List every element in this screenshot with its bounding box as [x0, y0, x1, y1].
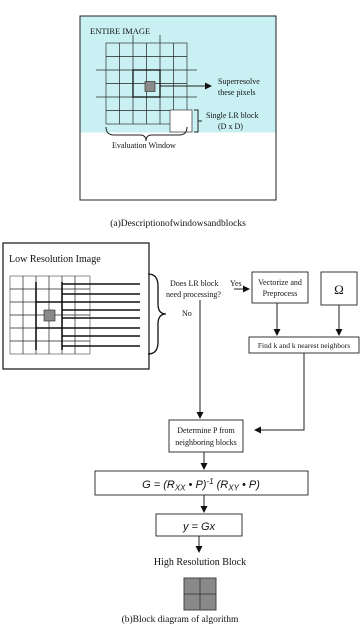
find-to-determine-arrow [255, 353, 304, 430]
question-label-2: need processing? [166, 290, 221, 299]
superresolve-label-2: these pixels [218, 88, 256, 97]
high-res-label: High Resolution Block [153, 557, 247, 568]
vectorize-box [252, 272, 308, 303]
find-knn-label: Find k and k nearest neighbors [257, 341, 351, 350]
y-formula: y = Gx [182, 521, 216, 533]
high-res-block-icon [184, 578, 216, 610]
lr-block-label-1: Single LR block [206, 111, 259, 120]
determine-label-2: neighboring blocks [175, 438, 237, 447]
caption-b: (b)Block diagram of algorithm [121, 615, 239, 625]
evaluation-window-label: Evaluation Window [112, 141, 176, 150]
no-label: No [182, 309, 192, 318]
lr-block-brace [148, 274, 166, 354]
vectorize-label-1: Vectorize and [258, 278, 302, 287]
determine-label-1: Determine P from [177, 426, 235, 435]
g-formula: $G = (R_{XX}$ • P)$^{-1}$ ($R_{XY}$ • P) [142, 477, 260, 493]
entire-image-label: ENTIRE IMAGE [90, 26, 151, 36]
lr-block-label-2: (D x D) [218, 122, 243, 131]
determine-box [169, 420, 243, 452]
question-label-1: Does LR block [170, 279, 219, 288]
panel-a [80, 16, 276, 229]
caption-a: (a)Descriptionofwindowsandblocks [110, 219, 246, 229]
panel-b [3, 243, 359, 625]
yes-label: Yes [230, 279, 242, 288]
single-lr-block [170, 110, 192, 132]
vectorize-label-2: Preprocess [262, 289, 298, 298]
low-res-image-label: Low Resolution Image [9, 254, 101, 265]
center-pixel [145, 82, 155, 92]
omega-label: Ω [334, 282, 344, 297]
superresolve-label-1: Superresolve [218, 77, 260, 86]
